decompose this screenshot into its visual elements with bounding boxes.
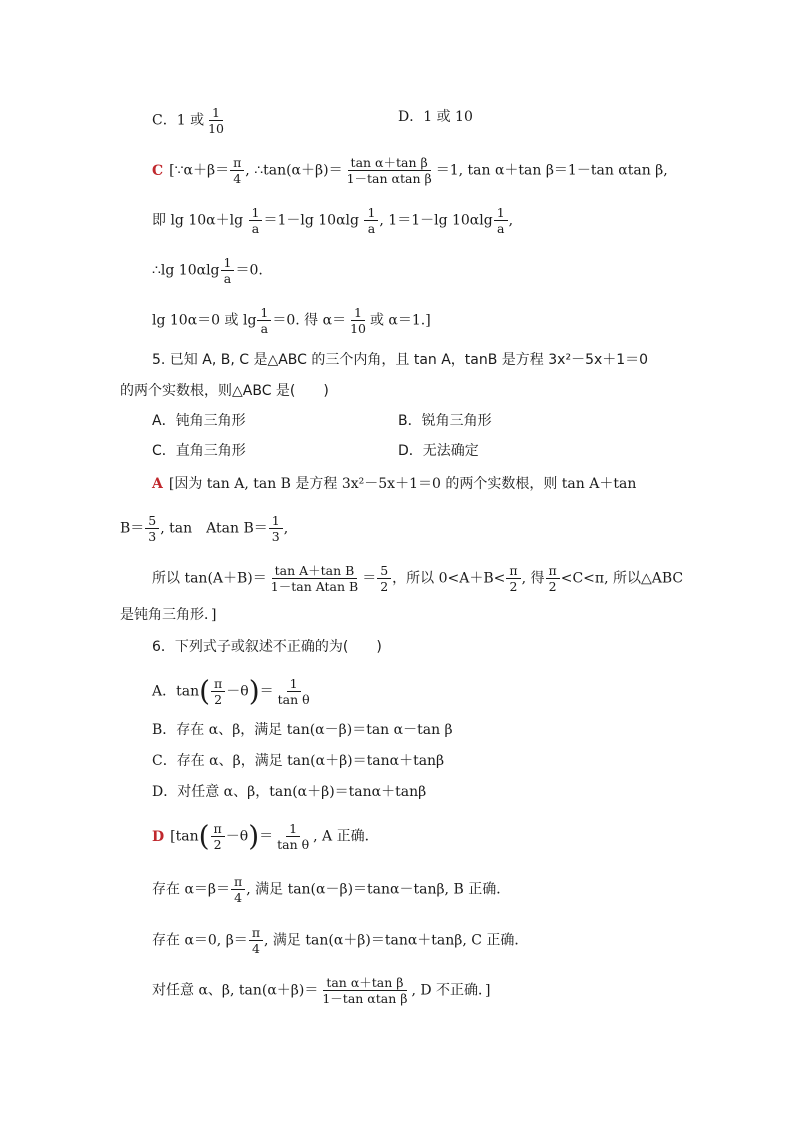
fraction: $\frac{\pi}{2}$ <box>211 677 225 706</box>
q5-solution-line-4: 是钝角三角形．] <box>120 607 217 623</box>
q6-solution-line-1: D [tan( $\frac{\pi}{2}$ －θ)＝ $\frac{1}{\text{tan θ}}$ , A 正确． <box>152 819 379 853</box>
q4-solution-line-1: C [∵α＋β＝ $\frac{\pi}{4}$ , ∴tan(α＋β)＝ $\frac{\text{tan α＋tan β}}{\text{1－tan αtan β}}$ ＝1, tan α＋tan β＝1－tan αtan β, <box>152 155 668 187</box>
fraction: $\frac{\pi}{4}$ <box>249 926 263 955</box>
fraction: $\frac{1}{3}$ <box>269 514 283 543</box>
fraction: $\frac{\text{tan α＋tan β}}{\text{1－tan αtan β}}$ <box>346 155 432 187</box>
q6-solution-line-3: 存在 α＝0, β＝ $\frac{\pi}{4}$ , 满足 tan(α＋β)＝tanα＋tanβ, C 正确． <box>152 925 529 957</box>
q5-option-b: B．锐角三角形 <box>398 413 492 429</box>
q6-option-b: B．存在 α、β，满足 tan(α－β)＝tan α－tan β <box>152 722 453 738</box>
q6-option-c: C．存在 α、β，满足 tan(α＋β)＝tanα＋tanβ <box>152 753 445 769</box>
q4-option-d: D．1 或 10 <box>398 109 473 125</box>
fraction: $\frac{\pi}{2}$ <box>546 564 560 593</box>
q5-stem-line-2: 的两个实数根，则△ABC 是( ) <box>120 383 329 399</box>
fraction: $\frac{5}{2}$ <box>377 564 391 593</box>
q5-option-c: C．直角三角形 <box>152 443 246 459</box>
fraction: $\frac{1}{a}$ <box>494 206 508 235</box>
fraction: $\frac{\text{tan α＋tan β}}{\text{1－tan αtan β}}$ <box>322 975 408 1007</box>
fraction: $\frac{\text{tan A＋tan B}}{\text{1－tan Atan B}}$ <box>270 563 359 595</box>
q6-stem: 6．下列式子或叙述不正确的为( ) <box>152 639 382 655</box>
fraction: $\frac{5}{3}$ <box>145 514 159 543</box>
answer-letter: A <box>152 476 163 492</box>
q4-option-c: C．1 或 $\frac{1}{10}$ <box>152 106 228 135</box>
fraction: $\frac{1}{\text{tan θ}}$ <box>277 676 310 708</box>
q5-stem-line-1: 5. 已知 A, B, C 是△ABC 的三个内角，且 tan A，tanB 是方程 3x²－5x＋1＝0 <box>152 352 649 368</box>
fraction: $\frac{1}{a}$ <box>249 206 263 235</box>
fraction: $\frac{\pi}{4}$ <box>231 875 245 904</box>
q4-solution-line-4: lg 10α＝0 或 lg $\frac{1}{a}$ ＝0. 得 α＝ $\frac{1}{10}$ 或 α＝1.] <box>152 305 431 337</box>
q4-solution-line-3: ∴lg 10αlg $\frac{1}{a}$ ＝0. <box>152 255 263 287</box>
fraction: $\frac{1}{a}$ <box>257 306 271 335</box>
answer-letter: D <box>152 828 165 845</box>
fraction: $\frac{1}{10}$ <box>208 105 224 137</box>
fraction: $\frac{1}{a}$ <box>364 206 378 235</box>
q4-solution-line-2: 即 lg 10α＋lg $\frac{1}{a}$ ＝1－lg 10αlg $\frac{1}{a}$ , 1＝1－lg 10αlg $\frac{1}{a}$ , <box>152 205 514 237</box>
fraction: $\frac{\pi}{2}$ <box>211 822 225 851</box>
q5-option-a: A．钝角三角形 <box>152 413 246 429</box>
q6-option-d: D．对任意 α、β，tan(α＋β)＝tanα＋tanβ <box>152 784 427 800</box>
q5-solution-line-1: A [因为 tan A, tan B 是方程 3x²－5x＋1＝0 的两个实数根，则 tan A＋tan <box>152 476 637 492</box>
q6-solution-line-4: 对任意 α、β, tan(α＋β)＝ $\frac{\text{tan α＋tan β}}{\text{1－tan αtan β}}$ , D 不正确．] <box>152 975 491 1007</box>
q6-option-a: A．tan( $\frac{\pi}{2}$ －θ)＝ $\frac{1}{\text{tan θ}}$ <box>152 677 314 706</box>
q5-solution-line-2: B＝ $\frac{5}{3}$ , tan Atan B＝ $\frac{1}{3}$ , <box>120 513 289 545</box>
fraction: $\frac{1}{10}$ <box>350 305 366 337</box>
q5-solution-line-3: 所以 tan(A＋B)＝ $\frac{\text{tan A＋tan B}}{\text{1－tan Atan B}}$ ＝ $\frac{5}{2}$ ，所以 0<A＋B< $\frac{\pi}{2}$ , 得 $\frac{\pi}{2}$ <C<π, 所以△ABC <box>152 563 684 595</box>
fraction: $\frac{\pi}{2}$ <box>506 564 520 593</box>
q6-solution-line-2: 存在 α＝β＝ $\frac{\pi}{4}$ , 满足 tan(α－β)＝tanα－tanβ, B 正确． <box>152 874 511 906</box>
q5-option-d: D．无法确定 <box>398 443 479 459</box>
answer-letter: C <box>152 162 164 179</box>
fraction: $\frac{1}{\text{tan θ}}$ <box>277 821 310 853</box>
fraction: $\frac{\pi}{4}$ <box>230 156 244 185</box>
fraction: $\frac{1}{a}$ <box>221 256 235 285</box>
